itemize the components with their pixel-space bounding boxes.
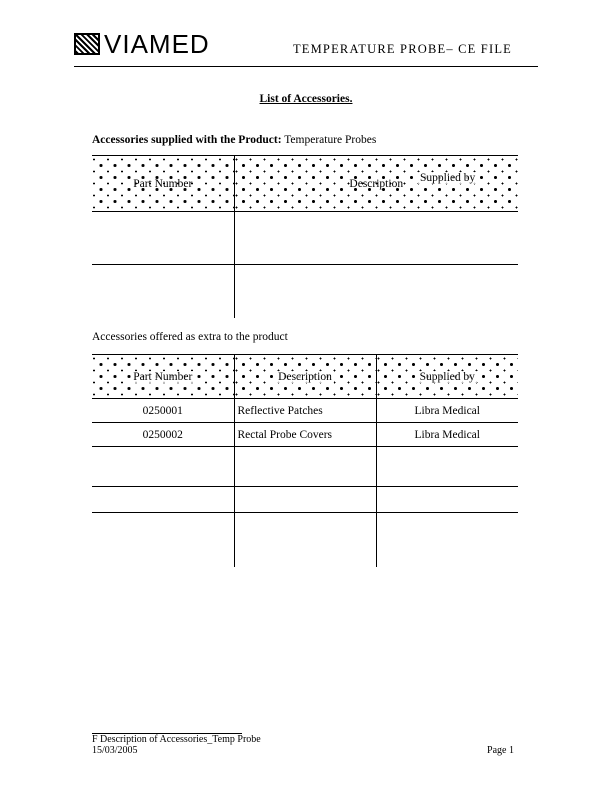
- supplied-label-bold: Accessories supplied with the Product:: [92, 134, 282, 146]
- extra-accessories-table: [92, 354, 518, 567]
- table-row: [92, 212, 518, 265]
- table-row: [92, 447, 518, 487]
- table-row: [92, 265, 518, 318]
- table-cell: [92, 265, 234, 318]
- supplied-by-header: Supplied by: [420, 172, 476, 184]
- table-row: [92, 423, 518, 447]
- table-row: [92, 513, 518, 567]
- table-cell: [234, 513, 376, 567]
- table-cell: Libra Medical: [376, 423, 518, 447]
- column-header: Supplied by: [376, 355, 518, 399]
- table-header-row: [92, 355, 518, 399]
- table-row: [92, 399, 518, 423]
- supplied-section-label: [92, 134, 376, 146]
- table-cell: [376, 513, 518, 567]
- table-cell: [376, 487, 518, 513]
- table-cell: Libra Medical: [376, 399, 518, 423]
- footer-date: 15/03/2005: [92, 745, 138, 756]
- table-cell: [92, 447, 234, 487]
- table-cell: 0250001: [92, 399, 234, 423]
- logo-text: VIAMED: [104, 29, 210, 59]
- table-row: [92, 487, 518, 513]
- viamed-logo: [74, 29, 210, 59]
- heading-text: List of Accessories.: [259, 93, 353, 105]
- table-cell: [234, 212, 518, 265]
- page-heading: [0, 93, 612, 105]
- column-header: Part Number: [92, 156, 234, 212]
- table-cell: [376, 447, 518, 487]
- table-cell: [92, 212, 234, 265]
- table-cell: Reflective Patches: [234, 399, 376, 423]
- footer-file-name: F Description of Accessories_Temp Probe: [92, 734, 261, 745]
- column-header: Part Number: [92, 355, 234, 399]
- footer-page-number: Page 1: [487, 745, 514, 756]
- table-cell: Rectal Probe Covers: [234, 423, 376, 447]
- column-header: Description: [234, 355, 376, 399]
- table-cell: [234, 487, 376, 513]
- document-title: TEMPERATURE PROBE– CE FILE: [292, 42, 512, 56]
- supplied-label-rest: Temperature Probes: [281, 134, 377, 146]
- column-header: Description: [234, 156, 518, 212]
- table-cell: [234, 265, 518, 318]
- table-cell: [234, 447, 376, 487]
- table-cell: 0250002: [92, 423, 234, 447]
- table-cell: [92, 487, 234, 513]
- header-divider: [74, 66, 538, 67]
- logo-mark-icon: [74, 33, 100, 55]
- extra-section-label: Accessories offered as extra to the product: [92, 331, 288, 343]
- table-cell: [92, 513, 234, 567]
